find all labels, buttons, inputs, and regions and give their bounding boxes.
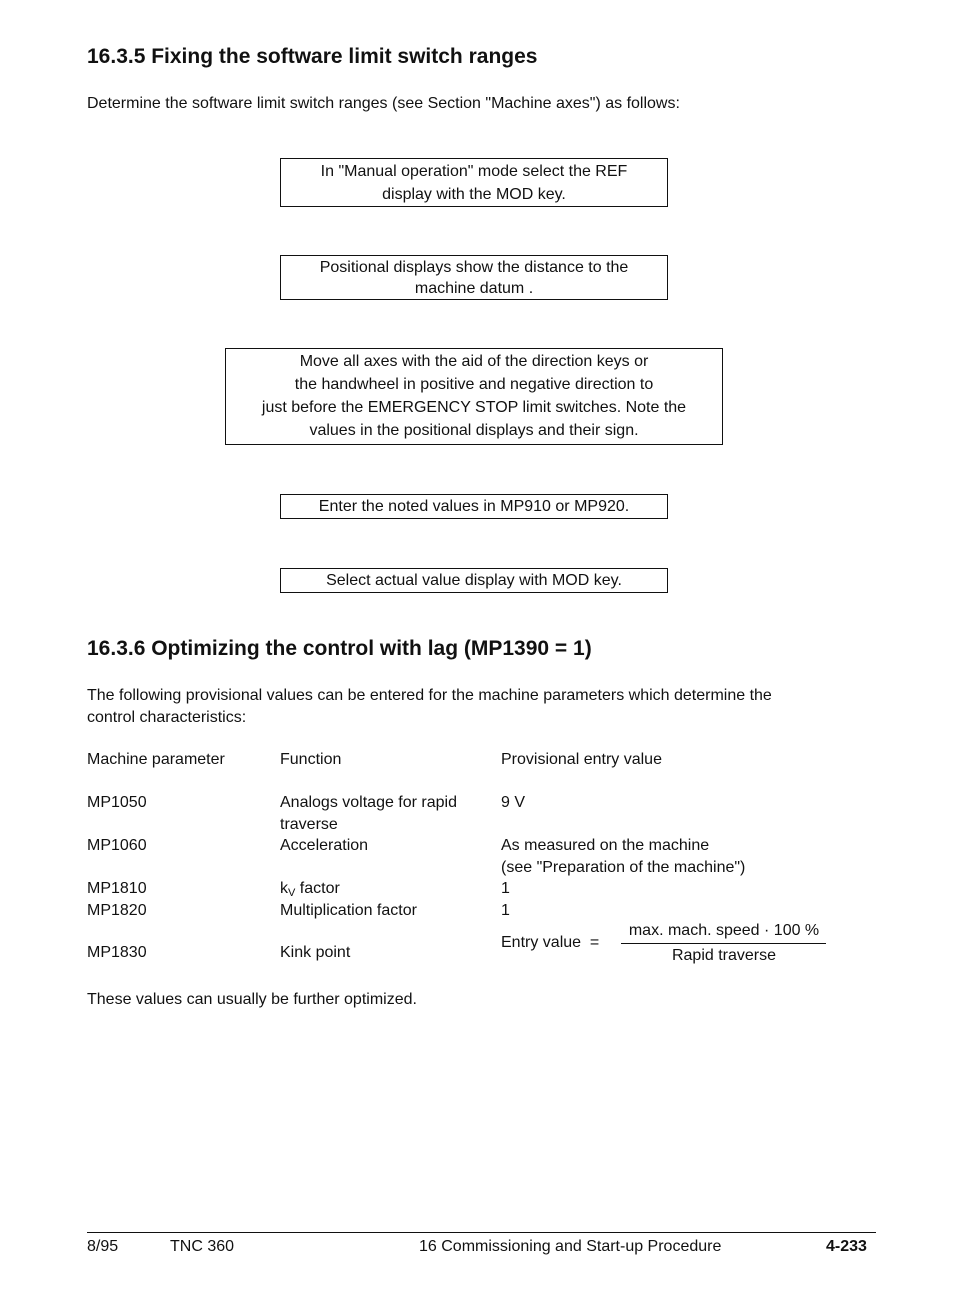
footer-rule	[87, 1232, 876, 1233]
step-text: values in the positional displays and their sign.	[309, 422, 639, 439]
table-cell-param-mp1830: MP1830	[87, 944, 147, 961]
formula-lhs: Entry value =	[501, 934, 600, 951]
footer-chapter: 16 Commissioning and Start-up Procedure	[419, 1238, 722, 1255]
table-cell-function: traverse	[280, 816, 338, 833]
table-header-parameter: Machine parameter	[87, 751, 225, 768]
step-box-3	[225, 348, 723, 445]
step-text: Positional displays show the distance to the	[319, 259, 629, 276]
footer-page-number: 4-233	[826, 1238, 867, 1255]
table-cell-function: Analogs voltage for rapid	[280, 794, 457, 811]
table-cell-value: 1	[501, 880, 510, 897]
formula-denominator: Rapid traverse	[671, 947, 777, 964]
table-header-value: Provisional entry value	[501, 751, 662, 768]
section-heading-limit-switch: 16.3.5 Fixing the software limit switch ranges	[87, 45, 538, 68]
step-box-4	[280, 494, 668, 519]
footer-product: TNC 360	[170, 1238, 235, 1255]
table-cell-param-mp1820: MP1820	[87, 902, 147, 919]
section-heading-optimizing: 16.3.6 Optimizing the control with lag (MP1390 = 1)	[87, 637, 592, 660]
formula-numerator: max. mach. speed · 100 %	[628, 922, 820, 939]
step-text: Move all axes with the aid of the direction keys or	[299, 353, 649, 370]
step-box-5	[280, 568, 668, 593]
step-text: display with the MOD key.	[382, 186, 566, 203]
table-cell-param-mp1810: MP1810	[87, 880, 147, 897]
section-intro-limit-switch: Determine the software limit switch ranges (see Section "Machine axes") as follows:	[87, 95, 680, 112]
kv-label: factor	[295, 880, 340, 897]
step-box-2	[280, 255, 668, 300]
section-intro-optimizing-line2: control characteristics:	[87, 709, 247, 726]
step-text: Select actual value display with MOD key.	[326, 572, 622, 589]
table-cell-value: As measured on the machine	[501, 837, 710, 854]
closing-note: These values can usually be further optimized.	[87, 991, 417, 1008]
formula-fraction-line	[621, 943, 826, 944]
step-text: the handwheel in positive and negative direction to	[294, 376, 654, 393]
table-cell-param-mp1060: MP1060	[87, 837, 147, 854]
step-text: just before the EMERGENCY STOP limit switches. Note the	[261, 399, 687, 416]
table-cell-value: 1	[501, 902, 510, 919]
step-box-1	[280, 158, 668, 207]
step-text: machine datum .	[414, 280, 534, 297]
table-cell-value: (see "Preparation of the machine")	[501, 859, 746, 876]
table-cell-function: Multiplication factor	[280, 902, 417, 919]
step-text: Enter the noted values in MP910 or MP920.	[318, 498, 630, 515]
kv-symbol: k	[280, 880, 288, 897]
table-cell-param-mp1050: MP1050	[87, 794, 147, 811]
table-cell-function: Kink point	[280, 944, 351, 961]
section-intro-optimizing-line1: The following provisional values can be entered for the machine parameters which determine the	[87, 687, 772, 704]
table-header-function: Function	[280, 751, 342, 768]
table-cell-value: 9 V	[501, 794, 526, 811]
table-cell-function: Acceleration	[280, 837, 369, 854]
footer-date: 8/95	[87, 1238, 119, 1255]
kv-subscript: V	[288, 887, 296, 899]
step-text: In "Manual operation" mode select the REF	[320, 163, 628, 180]
